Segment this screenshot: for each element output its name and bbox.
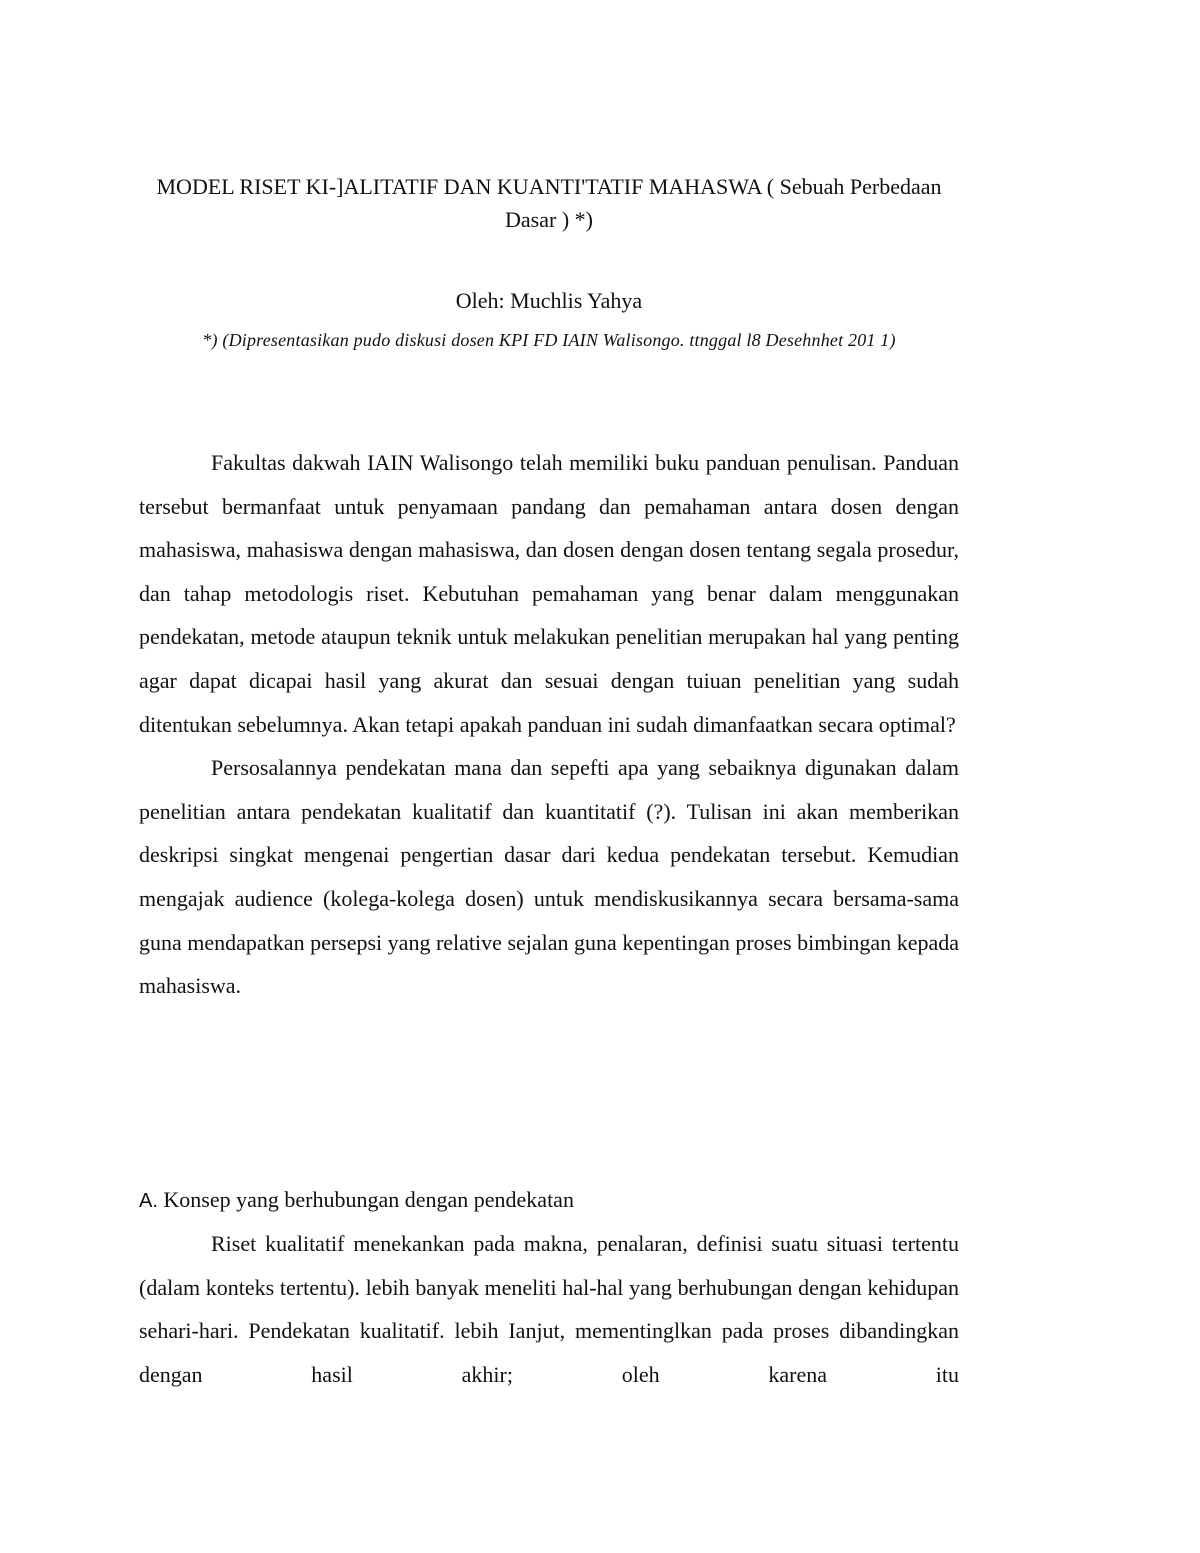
intro-body (139, 441, 959, 1008)
paragraph: Persosalannya pendekatan mana dan sepefti apa yang sebaiknya digunakan dalam penelitian antara pendekatan kualitatif dan kuantitatif (?). Tulisan ini akan memberikan deskripsi singkat mengenai pengertian dasar dari kedua pendekatan tersebut. Kemudian mengajak audience (kolega-kolega dosen) untuk mendiskusikannya secara bersama-sama guna mendapatkan persepsi yang relative sejalan guna kepentingan proses bimbingan kepada mahasiswa. (139, 755, 959, 999)
document-author: Oleh: Muchlis Yahya (455, 288, 643, 313)
document-title: MODEL RISET KI-]ALITATIF DAN KUANTI'TATIF MAHASWA ( Sebuah Perbedaan Dasar ) *) (156, 174, 942, 232)
paragraph: Riset kualitatif menekankan pada makna, penalaran, definisi suatu situasi tertentu (dalam konteks tertentu). lebih banyak meneliti hal-hal yang berhubungan dengan kehidupan sehari-hari. Pendekatan kualitatif. lebih Ianjut, mementinglkan pada proses dibandingkan dengan hasil akhir; oleh karena itu (139, 1231, 959, 1387)
section-letter: A. (139, 1190, 158, 1212)
presentation-note: *) (Dipresentasikan pudo diskusi dosen KPI FD IAIN Walisongo. ttnggal l8 Desehnhet 201 1) (202, 330, 896, 350)
section-body (139, 1222, 959, 1396)
paragraph: Fakultas dakwah IAIN Walisongo telah memiliki buku panduan penulisan. Panduan tersebut bermanfaat untuk penyamaan pandang dan pemahaman antara dosen dengan mahasiswa, mahasiswa dengan mahasiswa, dan dosen dengan dosen tentang segala prosedur, dan tahap metodologis riset. Kebutuhan pemahaman yang benar dalam menggunakan pendekatan, metode ataupun teknik untuk melakukan penelitian merupakan hal yang penting agar dapat dicapai hasil yang akurat dan sesuai dengan tuiuan penelitian yang sudah ditentukan sebelumnya. Akan tetapi apakah panduan ini sudah dimanfaatkan secara optimal? (139, 450, 959, 737)
section-heading-text: Konsep yang berhubungan dengan pendekatan (163, 1187, 574, 1212)
section-heading (139, 1180, 959, 1221)
